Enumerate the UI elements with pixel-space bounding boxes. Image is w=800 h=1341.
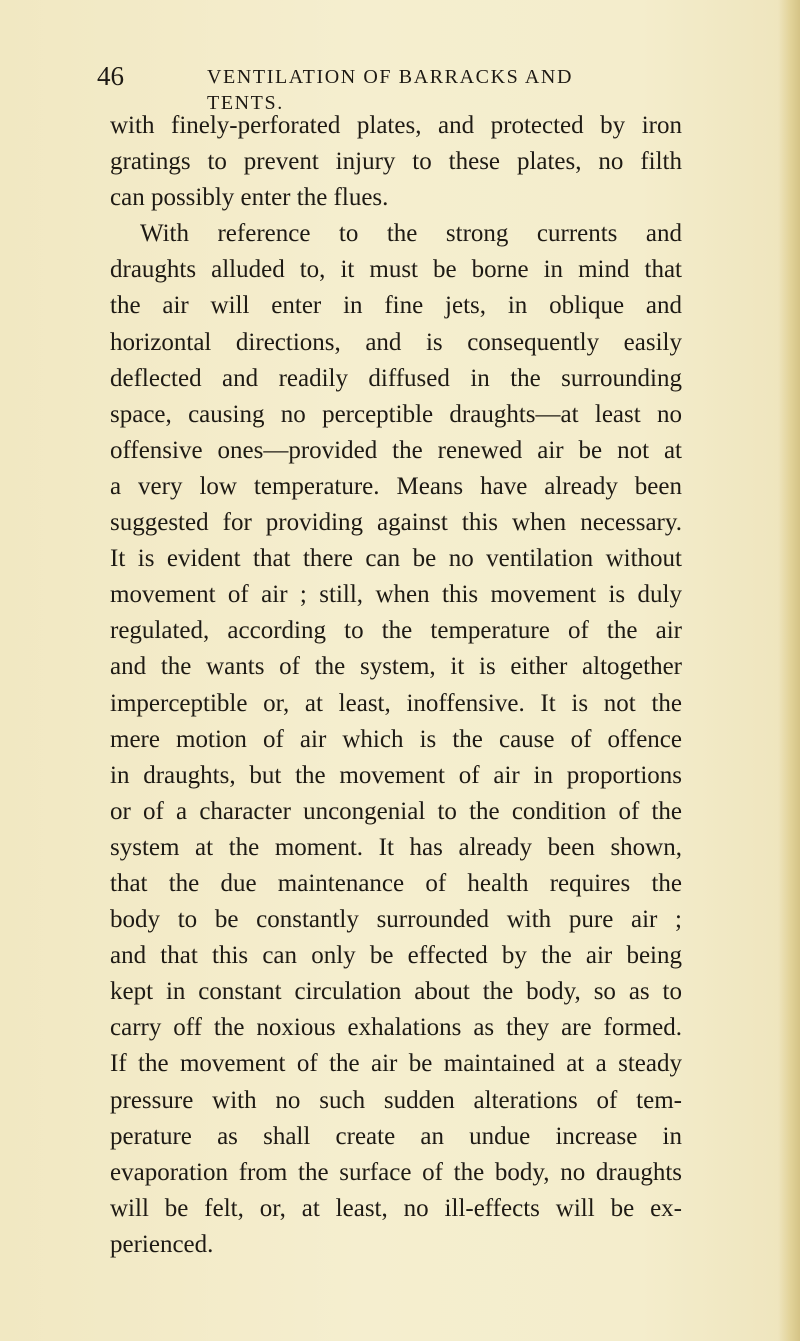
text-line: gratings to prevent injury to these plates, no filth: [110, 148, 682, 176]
text-line: movement of air ; still, when this movement is duly: [110, 581, 682, 609]
text-line: draughts alluded to, it must be borne in mind that: [110, 256, 682, 284]
text-line: system at the moment. It has already been shown,: [110, 833, 682, 861]
text-line: that the due maintenance of health requires the: [110, 869, 682, 897]
text-line: the air will enter in fine jets, in oblique and: [110, 292, 682, 320]
text-line: If the movement of the air be maintained at a steady: [110, 1050, 682, 1078]
text-line: imperceptible or, at least, inoffensive. It is not the: [110, 689, 682, 717]
text-line: kept in constant circulation about the body, so as to: [110, 978, 682, 1006]
text-line: mere motion of air which is the cause of offence: [110, 725, 682, 753]
text-line: or of a character uncongenial to the condition of the: [110, 797, 682, 825]
paragraph: [110, 216, 682, 1263]
text-line: With reference to the strong currents and: [140, 220, 682, 248]
text-line: offensive ones—provided the renewed air be not at: [110, 436, 682, 464]
text-line: regulated, according to the temperature of the air: [110, 617, 682, 645]
text-line: can possibly enter the flues.: [110, 184, 389, 212]
text-line: deflected and readily diffused in the surrounding: [110, 364, 682, 392]
text-line: pressure with no such sudden alterations of tem-: [110, 1086, 682, 1114]
text-line: evaporation from the surface of the body, no draughts: [110, 1158, 682, 1186]
text-line: horizontal directions, and is consequently easily: [110, 328, 682, 356]
text-line: in draughts, but the movement of air in proportions: [110, 761, 682, 789]
text-line: body to be constantly surrounded with pure air ;: [110, 906, 682, 934]
text-line: It is evident that there can be no ventilation without: [110, 545, 682, 573]
text-line: perienced.: [110, 1230, 214, 1258]
paragraph: [110, 108, 682, 216]
text-line: space, causing no perceptible draughts—at least no: [110, 400, 682, 428]
page-edge-shadow: [778, 0, 800, 1341]
text-line: suggested for providing against this when necessary.: [110, 509, 682, 537]
text-line: will be felt, or, at least, no ill-effects will be ex-: [110, 1194, 682, 1222]
text-line: and that this can only be effected by the air being: [110, 942, 682, 970]
page-header: [97, 61, 653, 114]
text-line: perature as shall create an undue increase in: [110, 1122, 682, 1150]
text-line: a very low temperature. Means have already been: [110, 472, 682, 500]
body-text: [110, 108, 682, 1263]
page-number: 46: [97, 61, 124, 91]
text-line: and the wants of the system, it is either altogether: [110, 653, 682, 681]
text-line: carry off the noxious exhalations as they are formed.: [110, 1014, 682, 1042]
running-title: VENTILATION OF BARRACKS AND TENTS.: [207, 66, 573, 114]
text-line: with finely-perforated plates, and protected by iron: [110, 112, 682, 139]
